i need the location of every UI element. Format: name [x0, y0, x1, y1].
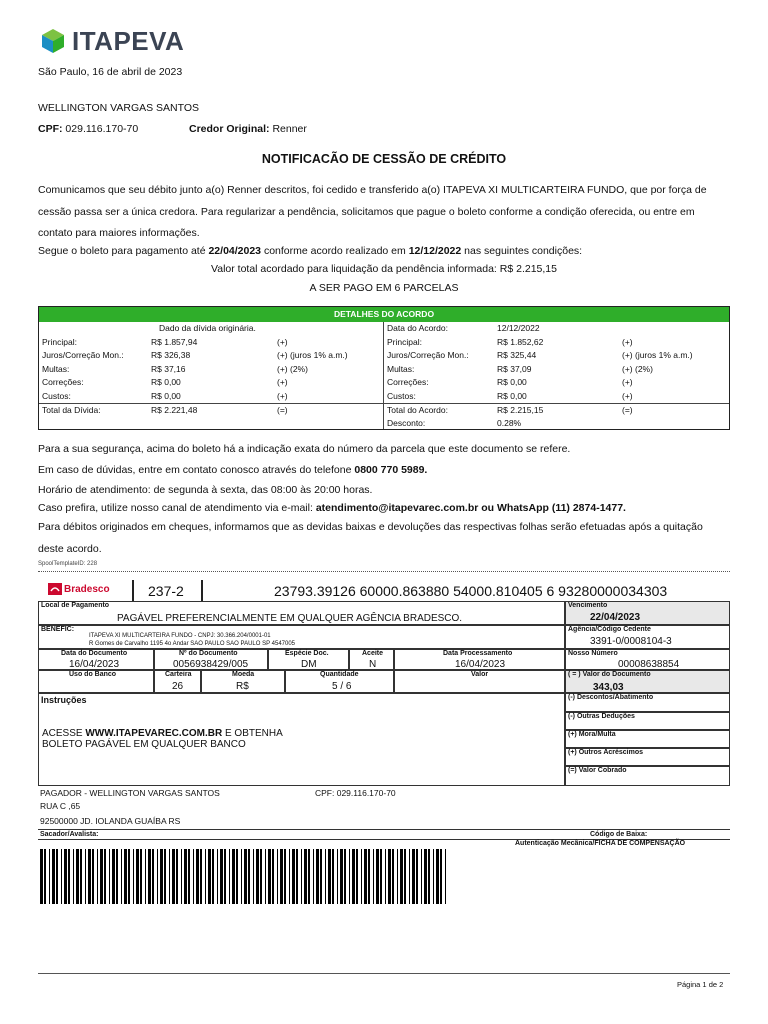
instr-site: WWW.ITAPEVAREC.COM.BR — [85, 728, 223, 739]
barcode-bar — [296, 849, 298, 904]
barcode-bar — [440, 849, 442, 904]
row-label: Multas: — [387, 363, 415, 374]
barcode-bar — [232, 849, 235, 904]
agreement-date: 12/12/2022 — [408, 245, 462, 257]
agreement-column — [384, 322, 729, 429]
barcode-bar — [361, 849, 362, 904]
barcode-bar — [388, 849, 391, 904]
boleto-header — [38, 580, 730, 600]
barcode-bar — [241, 849, 242, 904]
barcode-bar — [184, 849, 187, 904]
bradesco-icon — [48, 583, 62, 595]
barcode-bar — [140, 849, 142, 904]
field-label: Local de Pagamento — [41, 602, 110, 609]
barcode-bar — [148, 849, 151, 904]
barcode-bar — [172, 849, 175, 904]
field-label: Nº do Documento — [179, 650, 238, 657]
barcode-bar — [304, 849, 307, 904]
total-row — [384, 403, 729, 417]
table-row — [384, 363, 729, 377]
barcode-bar — [196, 849, 199, 904]
barcode-bar — [64, 849, 67, 904]
barcode-bar — [44, 849, 46, 904]
barcode-bar — [200, 849, 202, 904]
barcode-bar — [260, 849, 262, 904]
barcode-bar — [416, 849, 418, 904]
field-label: (+) Mora/Multa — [568, 731, 616, 738]
row-value: R$ 326,38 — [151, 350, 191, 360]
conditions-text-b: conforme acordo realizado em — [261, 245, 409, 257]
cut-line — [38, 571, 730, 572]
row-sign: (=) — [622, 405, 633, 415]
barcode-bar — [349, 849, 350, 904]
barcode-bar — [436, 849, 439, 904]
table-row — [384, 336, 729, 350]
field-label: Instruções — [41, 695, 87, 705]
barcode-bar — [404, 849, 406, 904]
row-sign: (+) — [622, 336, 633, 347]
agencia-cell — [565, 625, 730, 649]
paragraph-cession: Comunicamos que seu débito junto a(o) Renner descritos, foi cedido e transferido a(o) ITAPEVA XI MULTICARTEIRA FUNDO, que por força de cessão passa ser a única credora. Para regularizar a pendência, solicitamos que pague o boleto conforme a condição oferecida, ou entre em contato para maiores informações. — [38, 184, 707, 239]
uso-banco-cell — [38, 670, 154, 693]
field-value: R$ — [236, 681, 249, 692]
codigo-baixa-label: Código de Baixa: — [590, 831, 648, 838]
barcode-bar — [400, 849, 403, 904]
barcode-bar — [248, 849, 250, 904]
digitable-line: 23793.39126 60000.863880 54000.810405 6 93280000034303 — [274, 583, 668, 599]
barcode-bar — [392, 849, 394, 904]
barcode-bar — [421, 849, 422, 904]
field-value: ITAPEVA XI MULTICARTEIRA FUNDO - CNPJ: 30.366.204/0001-01 — [89, 633, 271, 639]
barcode-bar — [368, 849, 370, 904]
barcode-bar — [308, 849, 310, 904]
field-label: (+) Outros Acréscimos — [568, 749, 644, 756]
field-label: Aceite — [362, 650, 384, 657]
barcode-bar — [52, 849, 55, 904]
sacador-label: Sacador/Avalista: — [40, 831, 99, 838]
document-title: NOTIFICACÃO DE CESSÃO DE CRÉDITO — [261, 152, 507, 166]
barcode-bar — [412, 849, 415, 904]
divider — [38, 829, 730, 830]
barcode-bar — [301, 849, 302, 904]
barcode-bar — [56, 849, 58, 904]
instructions-line-2: BOLETO PAGÁVEL EM QUALQUER BANCO — [42, 739, 246, 750]
barcode-bar — [272, 849, 274, 904]
email-text: Caso prefira, utilize nosso canal de atendimento via e-mail: — [38, 502, 316, 514]
barcode-bar — [92, 849, 94, 904]
data-documento-cell — [38, 649, 154, 670]
deducoes-cell — [565, 712, 730, 730]
original-debt-column — [39, 322, 384, 429]
field-label: Carteira — [165, 671, 192, 678]
barcode-bar — [40, 849, 43, 904]
barcode — [40, 849, 448, 904]
row-value: R$ 1.857,94 — [151, 336, 198, 347]
barcode-bar — [376, 849, 379, 904]
row-sign: (+) — [277, 390, 288, 401]
cube-logo-icon — [40, 28, 66, 54]
field-value: 16/04/2023 — [69, 659, 120, 670]
field-value: 343,03 — [593, 682, 624, 693]
barcode-bar — [256, 849, 259, 904]
row-label: Principal: — [387, 336, 422, 347]
barcode-bar — [397, 849, 398, 904]
barcode-bar — [104, 849, 106, 904]
barcode-bar — [97, 849, 98, 904]
field-value: 22/04/2023 — [590, 612, 641, 623]
barcode-bar — [112, 849, 115, 904]
left-caption-row — [39, 322, 383, 336]
field-label: (-) Descontos/Abatimento — [568, 694, 654, 701]
bradesco-logo — [48, 583, 110, 595]
data-processamento-cell — [394, 649, 565, 670]
left-caption: Dado da dívida originária. — [159, 323, 256, 333]
carteira-cell — [154, 670, 201, 693]
barcode-bar — [268, 849, 271, 904]
row-label: Custos: — [42, 390, 71, 401]
barcode-bar — [205, 849, 206, 904]
payer-name: PAGADOR - WELLINGTON VARGAS SANTOS — [40, 788, 220, 798]
table-row — [39, 349, 383, 363]
details-header: DETALHES DO ACORDO — [39, 307, 729, 322]
hours-note: Horário de atendimento: de segunda à sexta, das 08:00 às 20:00 horas. — [38, 484, 373, 496]
instrucoes-cell — [38, 693, 565, 786]
barcode-bar — [188, 849, 190, 904]
table-row — [384, 390, 729, 404]
checks-note: Para débitos originados em cheques, informamos que as devidas baixas e devoluções das respectivas folhas serão efetuadas após a quitação deste acordo. — [38, 521, 703, 555]
creditor-line — [189, 123, 307, 135]
numero-documento-cell — [154, 649, 268, 670]
cpf-label: CPF: — [38, 123, 63, 135]
field-label: Uso do Banco — [69, 671, 117, 678]
field-value: R Gomes de Carvalho 1195 4o Andar SAO PAULO SAO PAULO SP 4547005 — [89, 641, 296, 647]
table-row — [39, 376, 383, 390]
divider — [132, 580, 134, 601]
instr-text: ACESSE — [42, 728, 86, 739]
field-label: BENEFIC: — [41, 626, 75, 633]
email-contact: atendimento@itapevarec.com.br ou WhatsApp (11) 2874-1477. — [315, 502, 626, 514]
barcode-bar — [212, 849, 214, 904]
barcode-bar — [224, 849, 226, 904]
row-value: R$ 0,00 — [497, 377, 527, 387]
row-label: Total do Acordo: — [387, 405, 448, 415]
instr-text: E OBTENHA — [222, 728, 283, 739]
barcode-bar — [265, 849, 266, 904]
row-sign: (+) — [622, 377, 633, 387]
conditions-text-c: nas seguintes condições: — [461, 245, 583, 257]
field-value: 26 — [172, 681, 184, 692]
barcode-bar — [356, 849, 358, 904]
field-label: Data Processamento — [443, 650, 513, 657]
itapeva-logo — [40, 28, 184, 54]
row-sign: (+) — [277, 377, 288, 387]
row-sign: (=) — [277, 405, 288, 415]
barcode-bar — [316, 849, 319, 904]
barcode-bar — [49, 849, 50, 904]
moeda-cell — [201, 670, 285, 693]
aceite-cell — [349, 649, 394, 670]
security-note: Para a sua segurança, acima do boleto há a indicação exata do número da parcela que este documento se refere. — [38, 443, 571, 455]
barcode-bar — [80, 849, 82, 904]
field-label: ( = ) Valor do Documento — [568, 671, 651, 678]
row-label: Juros/Correção Mon.: — [42, 350, 124, 360]
barcode-bar — [332, 849, 334, 904]
barcode-bar — [433, 849, 434, 904]
row-label: Correções: — [387, 377, 429, 387]
nosso-numero-cell — [565, 649, 730, 670]
place-date: São Paulo, 16 de abril de 2023 — [38, 66, 183, 78]
descontos-cell — [565, 693, 730, 712]
barcode-bar — [193, 849, 194, 904]
row-value: R$ 0,00 — [151, 377, 181, 387]
table-row — [39, 390, 383, 404]
local-pagamento-cell — [38, 601, 565, 625]
barcode-bar — [128, 849, 130, 904]
field-label: (-) Outras Deduções — [568, 713, 635, 720]
barcode-bar — [236, 849, 238, 904]
barcode-bar — [61, 849, 62, 904]
barcode-bar — [73, 849, 74, 904]
row-sign: (+) (juros 1% a.m.) — [622, 350, 693, 360]
barcode-bar — [385, 849, 386, 904]
divider — [201, 580, 203, 601]
barcode-bar — [124, 849, 127, 904]
barcode-bar — [344, 849, 346, 904]
barcode-bar — [88, 849, 91, 904]
field-value: 16/04/2023 — [455, 659, 506, 670]
field-value: PAGÁVEL PREFERENCIALMENTE EM QUALQUER AGÊNCIA BRADESCO. — [117, 613, 463, 624]
barcode-bar — [337, 849, 338, 904]
barcode-bar — [409, 849, 410, 904]
row-label: Correções: — [42, 377, 84, 387]
creditor-value: Renner — [272, 123, 307, 135]
row-value: 12/12/2022 — [497, 323, 540, 333]
field-label: Vencimento — [568, 602, 608, 609]
field-label: Data do Documento — [61, 650, 128, 657]
row-value: R$ 37,16 — [151, 363, 186, 374]
barcode-bar — [152, 849, 154, 904]
row-label: Principal: — [42, 336, 77, 347]
row-label: Custos: — [387, 390, 416, 401]
phone-number: 0800 770 5989. — [354, 464, 428, 476]
barcode-bar — [320, 849, 322, 904]
field-value: 00008638854 — [618, 659, 680, 670]
barcode-bar — [253, 849, 254, 904]
valor-documento-cell — [565, 670, 730, 693]
barcode-bar — [76, 849, 79, 904]
valor-cell — [394, 670, 565, 693]
payer-cpf: CPF: 029.116.170-70 — [315, 788, 396, 798]
field-label: Agência/Código Cedente — [568, 626, 651, 633]
table-row — [39, 363, 383, 377]
row-sign: (+) — [622, 390, 633, 401]
barcode-bar — [328, 849, 331, 904]
row-label: Juros/Correção Mon.: — [387, 350, 469, 360]
row-value: R$ 37,09 — [497, 363, 532, 374]
row-sign: (+) — [277, 336, 288, 347]
barcode-bar — [157, 849, 158, 904]
barcode-bar — [164, 849, 166, 904]
barcode-bar — [380, 849, 382, 904]
barcode-bar — [280, 849, 283, 904]
phone-text: Em caso de dúvidas, entre em contato conosco através do telefone — [38, 464, 355, 476]
total-row — [39, 403, 383, 417]
row-sign: (+) (juros 1% a.m.) — [277, 350, 348, 360]
row-label: Multas: — [42, 363, 70, 374]
page-number: Página 1 de 2 — [677, 980, 724, 989]
barcode-bar — [277, 849, 278, 904]
barcode-bar — [145, 849, 146, 904]
field-value: 3391-0/0008104-3 — [590, 636, 672, 647]
field-label: Moeda — [232, 671, 255, 678]
row-label: Desconto: — [387, 417, 426, 428]
barcode-bar — [176, 849, 178, 904]
field-value: 0056938429/005 — [173, 659, 249, 670]
row-value: R$ 2.221,48 — [151, 405, 198, 415]
barcode-bar — [136, 849, 139, 904]
barcode-bar — [220, 849, 223, 904]
especie-cell — [268, 649, 349, 670]
barcode-bar — [289, 849, 290, 904]
barcode-bar — [85, 849, 86, 904]
field-label: Espécie Doc. — [285, 650, 329, 657]
agreement-details-table — [38, 306, 730, 430]
due-date: 22/04/2023 — [208, 245, 262, 257]
barcode-bar — [229, 849, 230, 904]
installments: A SER PAGO EM 6 PARCELAS — [309, 282, 459, 294]
row-value: R$ 325,44 — [497, 350, 537, 360]
barcode-bar — [325, 849, 326, 904]
field-label: (=) Valor Cobrado — [568, 767, 627, 774]
barcode-bar — [352, 849, 355, 904]
barcode-bar — [445, 849, 446, 904]
barcode-bar — [121, 849, 122, 904]
barcode-bar — [116, 849, 118, 904]
row-sign: (+) (2%) — [277, 363, 308, 374]
barcode-bar — [217, 849, 218, 904]
row-value: R$ 0,00 — [497, 390, 527, 401]
table-row — [39, 336, 383, 350]
barcode-bar — [109, 849, 110, 904]
instructions-line-1 — [42, 728, 283, 739]
vencimento-cell — [565, 601, 730, 625]
field-value: N — [369, 659, 377, 670]
payer-address-1: RUA C ,65 — [40, 801, 81, 811]
quantidade-cell — [285, 670, 394, 693]
bank-name: Bradesco — [64, 583, 110, 595]
field-label: Quantidade — [320, 671, 359, 678]
barcode-bar — [208, 849, 211, 904]
row-label: Data do Acordo: — [387, 323, 448, 333]
bank-code: 237-2 — [148, 583, 184, 599]
field-value: DM — [301, 659, 317, 670]
row-value: 0.28% — [497, 417, 522, 428]
autenticacao-label: Autenticação Mecânica/FICHA DE COMPENSAÇÃO — [515, 840, 686, 847]
recipient-name: WELLINGTON VARGAS SANTOS — [38, 102, 200, 114]
barcode-bar — [169, 849, 170, 904]
cpf-value: 029.116.170-70 — [65, 123, 139, 135]
creditor-label: Credor Original: — [189, 123, 270, 135]
table-row — [384, 349, 729, 363]
field-label: Valor — [471, 671, 489, 678]
row-value: R$ 1.852,62 — [497, 336, 544, 347]
brand-name: ITAPEVA — [72, 26, 185, 56]
barcode-bar — [428, 849, 430, 904]
row-label: Total da Dívida: — [42, 405, 101, 415]
barcode-bar — [313, 849, 314, 904]
barcode-bar — [424, 849, 427, 904]
spool-id: SpoolTemplateID: 228 — [38, 561, 98, 567]
field-label: Nosso Número — [568, 650, 618, 657]
barcode-bar — [68, 849, 70, 904]
acrescimos-cell — [565, 748, 730, 766]
beneficiario-cell — [38, 625, 565, 649]
barcode-bar — [292, 849, 295, 904]
barcode-bar — [284, 849, 286, 904]
field-value: 5 / 6 — [332, 681, 352, 692]
mora-cell — [565, 730, 730, 748]
valor-cobrado-cell — [565, 766, 730, 786]
barcode-bar — [160, 849, 163, 904]
total-agreed: Valor total acordado para liquidação da pendência informada: R$ 2.215,15 — [211, 263, 557, 275]
phone-note — [38, 460, 730, 482]
barcode-bar — [364, 849, 367, 904]
payer-address-2: 92500000 JD. IOLANDA GUAÍBA RS — [40, 816, 181, 826]
discount-row — [384, 417, 729, 431]
footer-line — [38, 973, 730, 974]
barcode-bar — [373, 849, 374, 904]
conditions-text-a: Segue o boleto para pagamento até — [38, 245, 209, 257]
barcode-bar — [244, 849, 247, 904]
row-value: R$ 2.215,15 — [497, 405, 544, 415]
right-caption-row — [384, 322, 729, 336]
barcode-bar — [100, 849, 103, 904]
paragraph-conditions — [38, 241, 730, 263]
barcode-bar — [133, 849, 134, 904]
barcode-bar — [340, 849, 343, 904]
barcode-bar — [181, 849, 182, 904]
row-sign: (+) (2%) — [622, 363, 653, 374]
cpf-line — [38, 123, 138, 135]
row-value: R$ 0,00 — [151, 390, 181, 401]
table-row — [384, 376, 729, 390]
